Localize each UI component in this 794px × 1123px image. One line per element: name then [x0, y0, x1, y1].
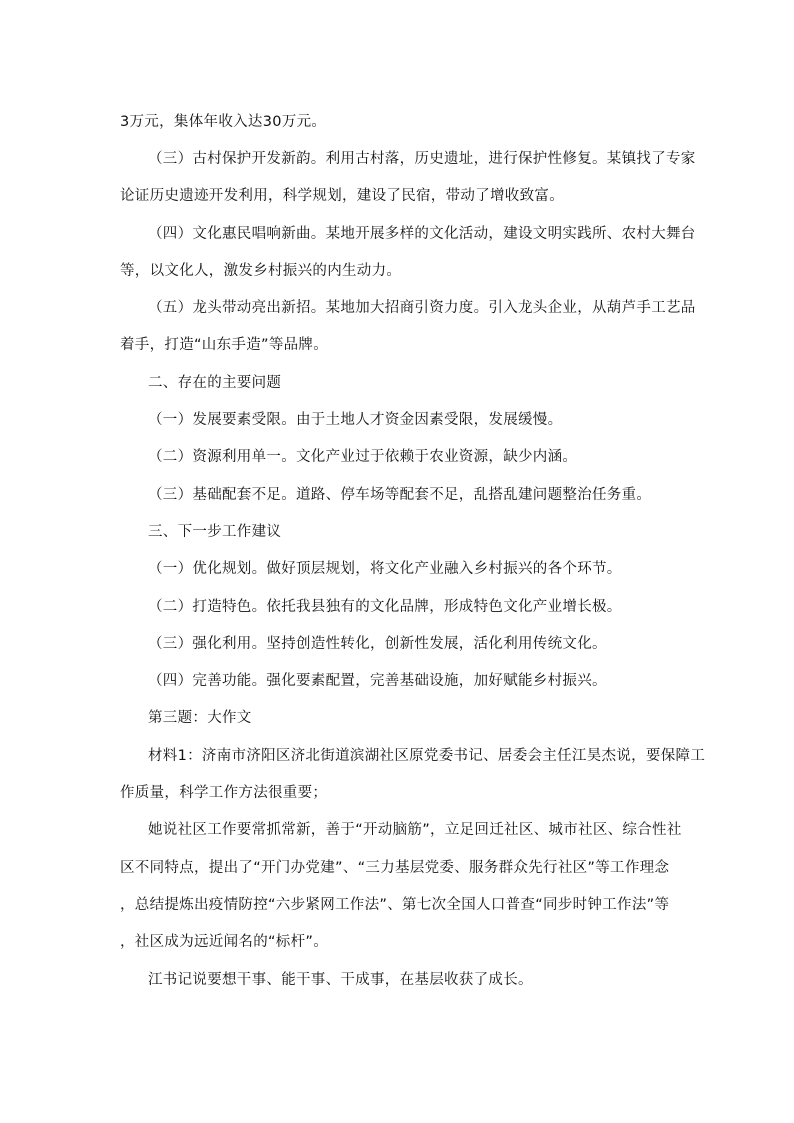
paragraph-line: （一）优化规划。做好顶层规划，将文化产业融入乡村振兴的各个环节。: [148, 561, 622, 577]
paragraph-line: 等，以文化人，激发乡村振兴的内生动力。: [120, 263, 402, 279]
paragraph-line: 江书记说要想干事、能干事、干成事，在基层收获了成长。: [148, 972, 533, 988]
paragraph-line: 材料1：济南市济阳区济北街道滨湖社区原党委书记、居委会主任江昊杰说，要保障工: [148, 748, 706, 764]
paragraph-line: （二）资源利用单一。文化产业过于依赖于农业资源，缺少内涵。: [148, 449, 578, 465]
paragraph-line: （二）打造特色。依托我县独有的文化品牌，形成特色文化产业增长极。: [148, 599, 622, 615]
paragraph-line: ，总结提炼出疫情防控“六步紧网工作法”、第七次全国人口普查“同步时钟工作法”等: [120, 897, 670, 913]
paragraph-line: （三）古村保护开发新韵。利用古村落，历史遗址，进行保护性修复。某镇找了专家: [148, 151, 696, 167]
paragraph-line: （三）基础配套不足。道路、停车场等配套不足，乱搭乱建问题整治任务重。: [148, 487, 652, 503]
paragraph-line: 区不同特点，提出了“开门办党建”、“三力基层党委、服务群众先行社区”等工作理念: [120, 860, 670, 876]
paragraph-line: 作质量，科学工作方法很重要；: [120, 785, 328, 801]
section-heading: 三、下一步工作建议: [148, 524, 282, 540]
paragraph-line: 3万元，集体年收入达30万元。: [120, 114, 327, 130]
paragraph-line: （四）完善功能。强化要素配置，完善基础设施，加好赋能乡村振兴。: [148, 673, 607, 689]
section-heading: 二、存在的主要问题: [148, 375, 282, 391]
paragraph-line: （五）龙头带动亮出新招。某地加大招商引资力度。引入龙头企业，从葫芦手工艺品: [148, 300, 696, 316]
paragraph-line: （一）发展要素受限。由于土地人才资金因素受限，发展缓慢。: [148, 412, 563, 428]
paragraph-line: （四）文化惠民唱响新曲。某地开展多样的文化活动，建设文明实践所、农村大舞台: [148, 226, 696, 242]
paragraph-line: 论证历史遗迹开发利用，科学规划，建设了民宿，带动了增收致富。: [120, 188, 564, 204]
paragraph-line: ，社区成为远近闻名的“标杆”。: [120, 934, 329, 950]
section-heading: 第三题：大作文: [148, 710, 252, 726]
paragraph-line: 她说社区工作要常抓常新，善于“开动脑筋”，立足回迁社区、城市社区、综合性社: [148, 822, 682, 838]
paragraph-line: （三）强化利用。坚持创造性转化，创新性发展，活化利用传统文化。: [148, 636, 607, 652]
paragraph-line: 着手，打造“山东手造”等品牌。: [120, 337, 329, 353]
